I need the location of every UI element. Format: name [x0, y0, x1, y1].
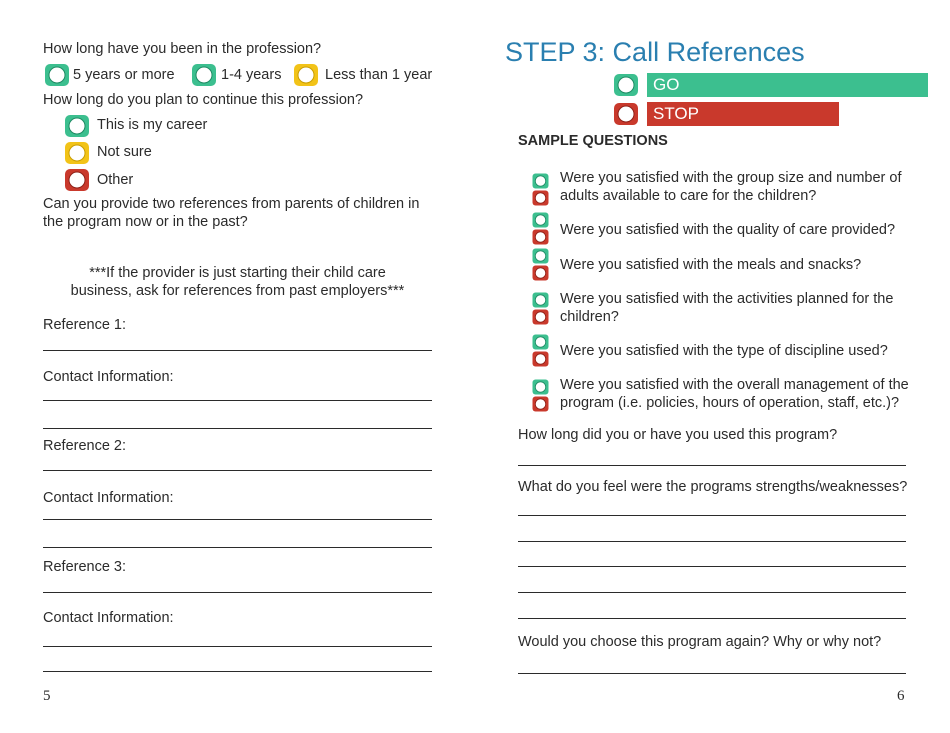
provider-note-cont: business, ask for references from past employers***: [70, 283, 405, 299]
go-small-icon[interactable]: [532, 379, 549, 395]
reference-2-label: Reference 2:: [43, 438, 127, 454]
stop-small-icon[interactable]: [532, 351, 549, 367]
contact-3-line-2[interactable]: [43, 671, 432, 672]
go-badge-icon[interactable]: [191, 63, 217, 87]
question-profession-length: How long have you been in the profession?: [43, 41, 322, 57]
contact-1-line-1[interactable]: [43, 400, 432, 401]
answer-line[interactable]: [518, 618, 906, 619]
go-legend-bar: GO: [647, 73, 928, 97]
reference-1-label: Reference 1:: [43, 317, 127, 333]
open-question-duration: How long did you or have you used this program?: [518, 427, 838, 443]
contact-1-line-2[interactable]: [43, 428, 432, 429]
answer-line[interactable]: [518, 566, 906, 567]
sample-question: Were you satisfied with the meals and snacks?: [560, 257, 862, 273]
page-number-left: 5: [43, 688, 51, 704]
reference-3-label: Reference 3:: [43, 559, 127, 575]
go-small-icon[interactable]: [532, 248, 549, 264]
sample-question: Were you satisfied with the type of discipline used?: [560, 343, 888, 359]
reference-3-line[interactable]: [43, 592, 432, 593]
page-title: STEP 3: Call References: [505, 37, 805, 67]
stop-small-icon[interactable]: [532, 229, 549, 245]
stop-small-icon[interactable]: [532, 309, 549, 325]
answer-line[interactable]: [518, 592, 906, 593]
section-heading: SAMPLE QUESTIONS: [518, 133, 668, 149]
go-badge-icon[interactable]: [44, 63, 70, 87]
open-question-strengths: What do you feel were the programs strengths/weaknesses?: [518, 479, 908, 495]
sample-question: Were you satisfied with the activities planned for the children?: [560, 291, 894, 325]
go-small-icon[interactable]: [532, 334, 549, 350]
option-label: Other: [97, 172, 134, 188]
reference-1-line[interactable]: [43, 350, 432, 351]
question-references-cont: the program now or in the past?: [43, 214, 248, 230]
stop-legend-bar: STOP: [647, 102, 839, 126]
stop-small-icon[interactable]: [532, 190, 549, 206]
stop-small-icon[interactable]: [532, 396, 549, 412]
reference-2-line[interactable]: [43, 470, 432, 471]
option-label: This is my career: [97, 117, 208, 133]
page-number-right: 6: [897, 688, 905, 704]
contact-2-line-1[interactable]: [43, 519, 432, 520]
contact-1-label: Contact Information:: [43, 369, 174, 385]
option-label: 1-4 years: [221, 67, 282, 83]
stop-badge-icon[interactable]: [64, 168, 90, 192]
contact-2-line-2[interactable]: [43, 547, 432, 548]
open-question-choose-again: Would you choose this program again? Why or why not?: [518, 634, 882, 650]
stop-small-icon[interactable]: [532, 265, 549, 281]
go-small-icon[interactable]: [532, 212, 549, 228]
sample-question: Were you satisfied with the quality of care provided?: [560, 222, 896, 238]
option-label: Less than 1 year: [325, 67, 433, 83]
go-badge-icon: [613, 73, 639, 97]
contact-3-line-1[interactable]: [43, 646, 432, 647]
go-small-icon[interactable]: [532, 292, 549, 308]
contact-2-label: Contact Information:: [43, 490, 174, 506]
question-references: Can you provide two references from parents of children in: [43, 196, 420, 212]
option-label: 5 years or more: [73, 67, 175, 83]
sample-question: Were you satisfied with the group size and number of adults available to care for the children?: [560, 170, 902, 204]
answer-line[interactable]: [518, 541, 906, 542]
go-small-icon[interactable]: [532, 173, 549, 189]
stop-badge-icon: [613, 102, 639, 126]
provider-note: ***If the provider is just starting their child care: [89, 265, 386, 281]
question-continue-profession: How long do you plan to continue this profession?: [43, 92, 364, 108]
answer-line[interactable]: [518, 673, 906, 674]
sample-question: Were you satisfied with the overall management of the program (i.e. policies, hours of operation, staff, etc.)?: [560, 377, 909, 411]
contact-3-label: Contact Information:: [43, 610, 174, 626]
option-label: Not sure: [97, 144, 152, 160]
caution-badge-icon[interactable]: [293, 63, 319, 87]
answer-line[interactable]: [518, 515, 906, 516]
caution-badge-icon[interactable]: [64, 141, 90, 165]
answer-line[interactable]: [518, 465, 906, 466]
go-badge-icon[interactable]: [64, 114, 90, 138]
